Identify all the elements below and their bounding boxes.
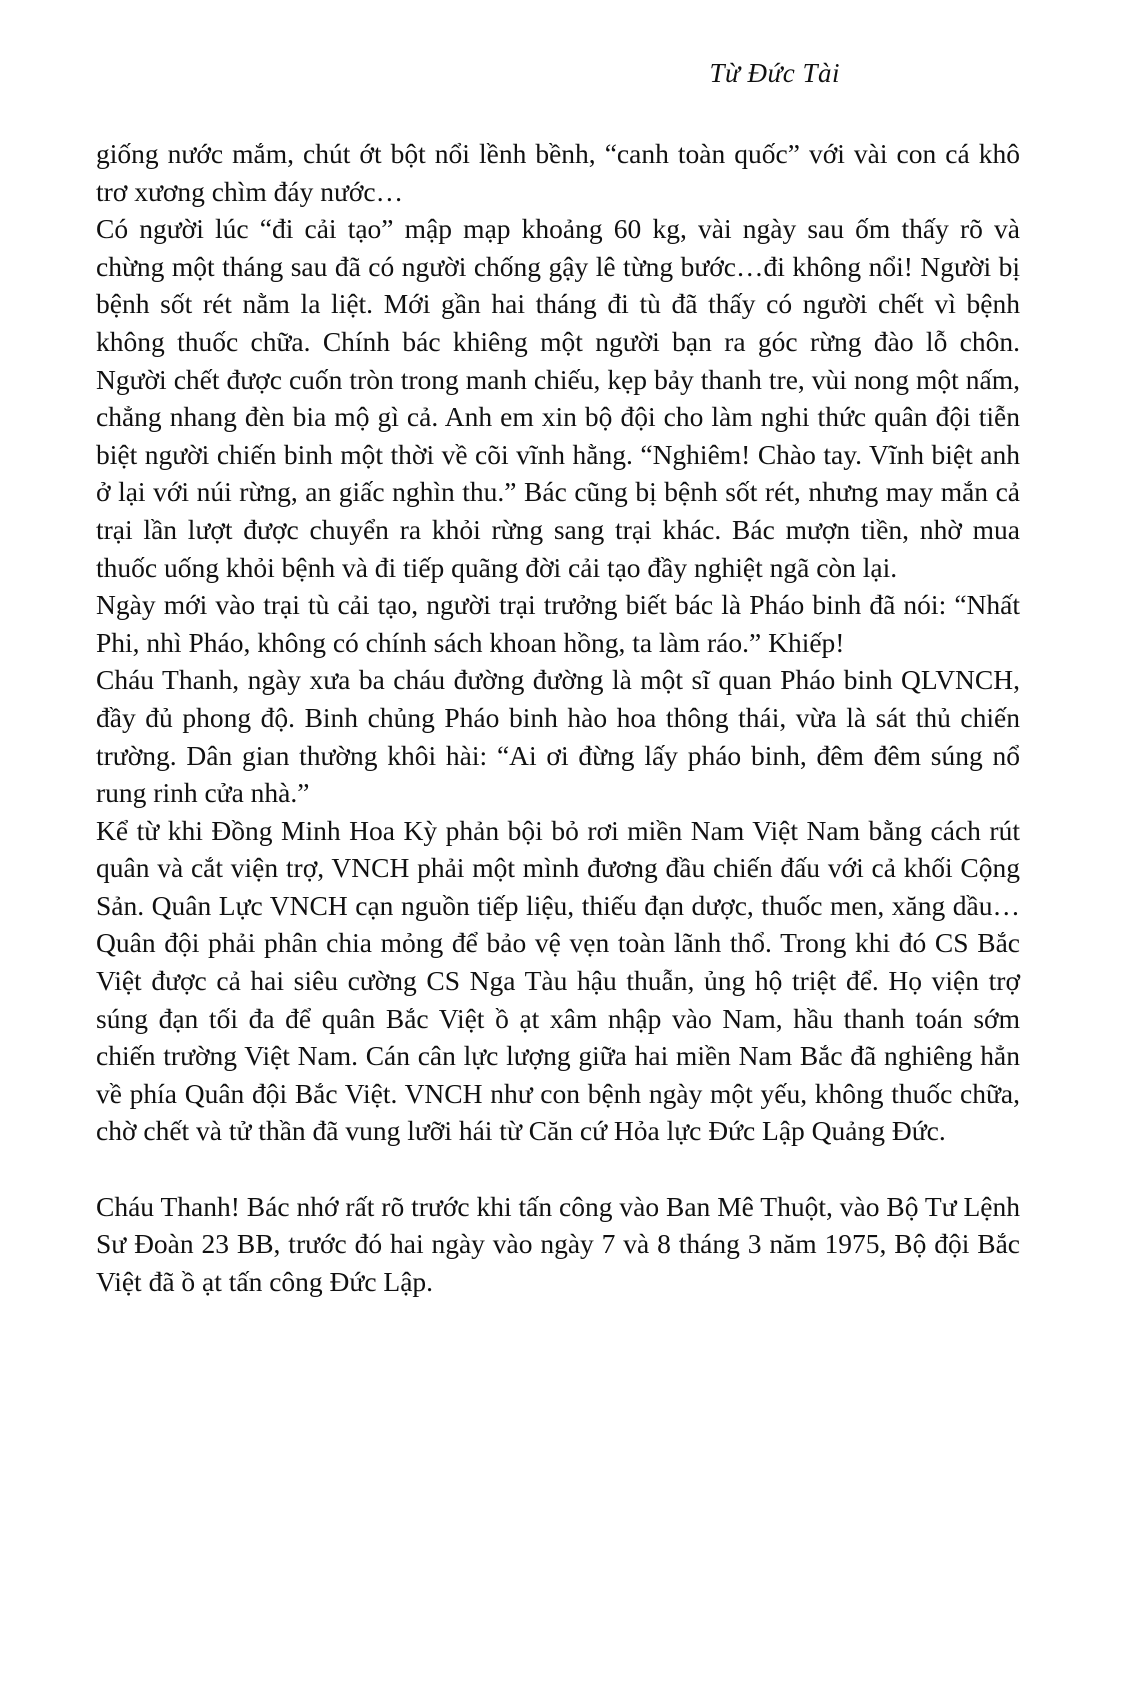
paragraph-1: giống nước mắm, chút ớt bột nổi lềnh bềnh, “canh toàn quốc” với vài con cá khô trơ xương chìm đáy nước… <box>96 138 1020 207</box>
body-text <box>96 135 1020 1300</box>
paragraph-2: Có người lúc “đi cải tạo” mập mạp khoảng 60 kg, vài ngày sau ốm thấy rõ và chừng một tháng sau đã có người chống gậy lê từng bước…đi không nổi! Người bị bệnh sốt rét nằm la liệt. Mới gần hai tháng đi tù đã thấy có người chết vì bệnh không thuốc chữa. Chính bác khiêng một người bạn ra góc rừng đào lỗ chôn. Người chết được cuốn tròn trong manh chiếu, kẹp bảy thanh tre, vùi nong một nấm, chẳng nhang đèn bia mộ gì cả. Anh em xin bộ đội cho làm nghi thức quân đội tiễn biệt người chiến binh một thời về cõi vĩnh hằng. “Nghiêm! Chào tay. Vĩnh biệt anh ở lại với núi rừng, an giấc nghìn thu.” Bác cũng bị bệnh sốt rét, nhưng may mắn cả trại lần lượt được chuyển ra khỏi rừng sang trại khác. Bác mượn tiền, nhờ mua thuốc uống khỏi bệnh và đi tiếp quãng đời cải tạo đầy nghiệt ngã còn lại. <box>96 213 1020 583</box>
paragraph-6: Cháu Thanh! Bác nhớ rất rõ trước khi tấn công vào Ban Mê Thuột, vào Bộ Tư Lệnh Sư Đoàn 23 BB, trước đó hai ngày vào ngày 7 và 8 tháng 3 năm 1975, Bộ đội Bắc Việt đã ồ ạt tấn công Đức Lập. <box>96 1190 1020 1297</box>
running-header-author: Từ Đức Tài <box>709 58 840 88</box>
paragraph-4: Cháu Thanh, ngày xưa ba cháu đường đường là một sĩ quan Pháo binh QLVNCH, đầy đủ phong độ. Binh chủng Pháo binh hào hoa thông thái, vừa là sát thủ chiến trường. Dân gian thường khôi hài: “Ai ơi đừng lấy pháo binh, đêm đêm súng nổ rung rinh cửa nhà.” <box>96 664 1020 809</box>
paragraph-5: Kể từ khi Đồng Minh Hoa Kỳ phản bội bỏ rơi miền Nam Việt Nam bằng cách rút quân và cắt viện trợ, VNCH phải một mình đương đầu chiến đấu với cả khối Cộng Sản. Quân Lực VNCH cạn nguồn tiếp liệu, thiếu đạn dược, thuốc men, xăng dầu…Quân đội phải phân chia mỏng để bảo vệ vẹn toàn lãnh thổ. Trong khi đó CS Bắc Việt được cả hai siêu cường CS Nga Tàu hậu thuẫn, ủng hộ triệt để. Họ viện trợ súng đạn tối đa để quân Bắc Việt ồ ạt xâm nhập vào Nam, hầu thanh toán sớm chiến trường Việt Nam. Cán cân lực lượng giữa hai miền Nam Bắc đã nghiêng hẳn về phía Quân đội Bắc Việt. VNCH như con bệnh ngày một yếu, không thuốc chữa, chờ chết và tử thần đã vung lưỡi hái từ Căn cứ Hỏa lực Đức Lập Quảng Đức. <box>96 814 1020 1147</box>
paragraph-3: Ngày mới vào trại tù cải tạo, người trại trưởng biết bác là Pháo binh đã nói: “Nhất Phi, nhì Pháo, không có chính sách khoan hồng, ta làm ráo.” Khiếp! <box>96 589 1020 658</box>
